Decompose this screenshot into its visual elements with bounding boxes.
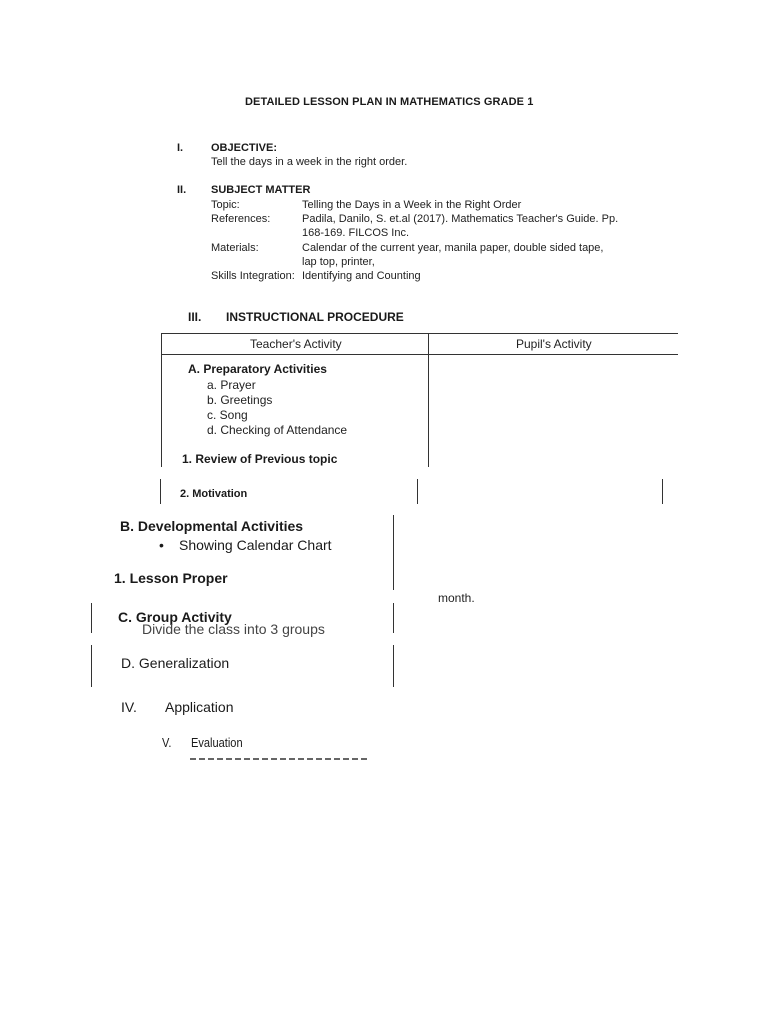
- table-top-border: [161, 333, 678, 334]
- developmental-heading: B. Developmental Activities: [120, 518, 304, 534]
- evaluation-heading: Evaluation: [191, 735, 243, 750]
- month-fragment: month.: [438, 591, 475, 605]
- motivation-heading: 2. Motivation: [180, 488, 248, 500]
- generalization-right-border: [393, 645, 394, 687]
- references-value: Padila, Danilo, S. et.al (2017). Mathematics Teacher's Guide. Pp.: [302, 213, 619, 225]
- table-header-border: [161, 354, 678, 355]
- preparatory-item-song: c. Song: [207, 408, 248, 422]
- instructional-heading: INSTRUCTIONAL PROCEDURE: [226, 310, 404, 324]
- group-activity-heading: C. Group Activity: [118, 609, 232, 625]
- skills-value: Identifying and Counting: [302, 270, 421, 282]
- table-left-border: [161, 333, 162, 467]
- lesson-proper-heading: 1. Lesson Proper: [114, 570, 228, 586]
- objective-text: Tell the days in a week in the right order.: [211, 156, 408, 168]
- teacher-activity-header: Teacher's Activity: [250, 337, 342, 351]
- evaluation-cut-strip: [190, 758, 370, 760]
- month-fragment-clip: [436, 591, 496, 605]
- instructional-numeral: III.: [188, 310, 202, 324]
- developmental-right-border: [393, 515, 394, 590]
- application-heading: Application: [165, 699, 234, 715]
- group-right-border: [393, 603, 394, 633]
- preparatory-item-prayer: a. Prayer: [207, 378, 256, 392]
- application-numeral: IV.: [121, 699, 137, 715]
- references-value-cont: 168-169. FILCOS Inc.: [302, 227, 409, 239]
- preparatory-item-greetings: b. Greetings: [207, 393, 273, 407]
- materials-value: Calendar of the current year, manila paper, double sided tape,: [302, 242, 604, 254]
- generalization-heading: D. Generalization: [121, 655, 230, 671]
- motivation-left-border: [160, 479, 161, 504]
- evaluation-numeral: V.: [162, 735, 172, 750]
- materials-value-cont: lap top, printer,: [302, 256, 375, 268]
- document-title: DETAILED LESSON PLAN IN MATHEMATICS GRADE 1: [245, 96, 534, 108]
- motivation-mid-border: [417, 479, 418, 504]
- topic-value: Telling the Days in a Week in the Right Order: [302, 199, 522, 211]
- objective-heading: OBJECTIVE:: [211, 142, 278, 154]
- skills-label: Skills Integration:: [211, 270, 295, 282]
- references-label: References:: [211, 213, 271, 225]
- preparatory-item-attendance: d. Checking of Attendance: [207, 423, 348, 437]
- bullet-icon: •: [159, 537, 164, 553]
- objective-numeral: I.: [177, 142, 184, 154]
- subject-matter-numeral: II.: [177, 184, 187, 196]
- generalization-left-border: [91, 645, 92, 687]
- preparatory-heading: A. Preparatory Activities: [188, 362, 327, 376]
- group-text-clip: [140, 621, 380, 637]
- evaluation-text-clip: [190, 758, 380, 762]
- group-left-border: [91, 603, 92, 633]
- pupil-activity-header: Pupil's Activity: [516, 337, 592, 351]
- group-activity-text: Divide the class into 3 groups: [142, 621, 325, 637]
- showing-calendar-chart: Showing Calendar Chart: [179, 537, 332, 553]
- review-previous-topic: 1. Review of Previous topic: [182, 452, 338, 466]
- motivation-right-border: [662, 479, 663, 504]
- table-mid-border: [428, 333, 429, 467]
- materials-label: Materials:: [211, 242, 259, 254]
- topic-label: Topic:: [211, 199, 240, 211]
- subject-matter-heading: SUBJECT MATTER: [211, 184, 311, 196]
